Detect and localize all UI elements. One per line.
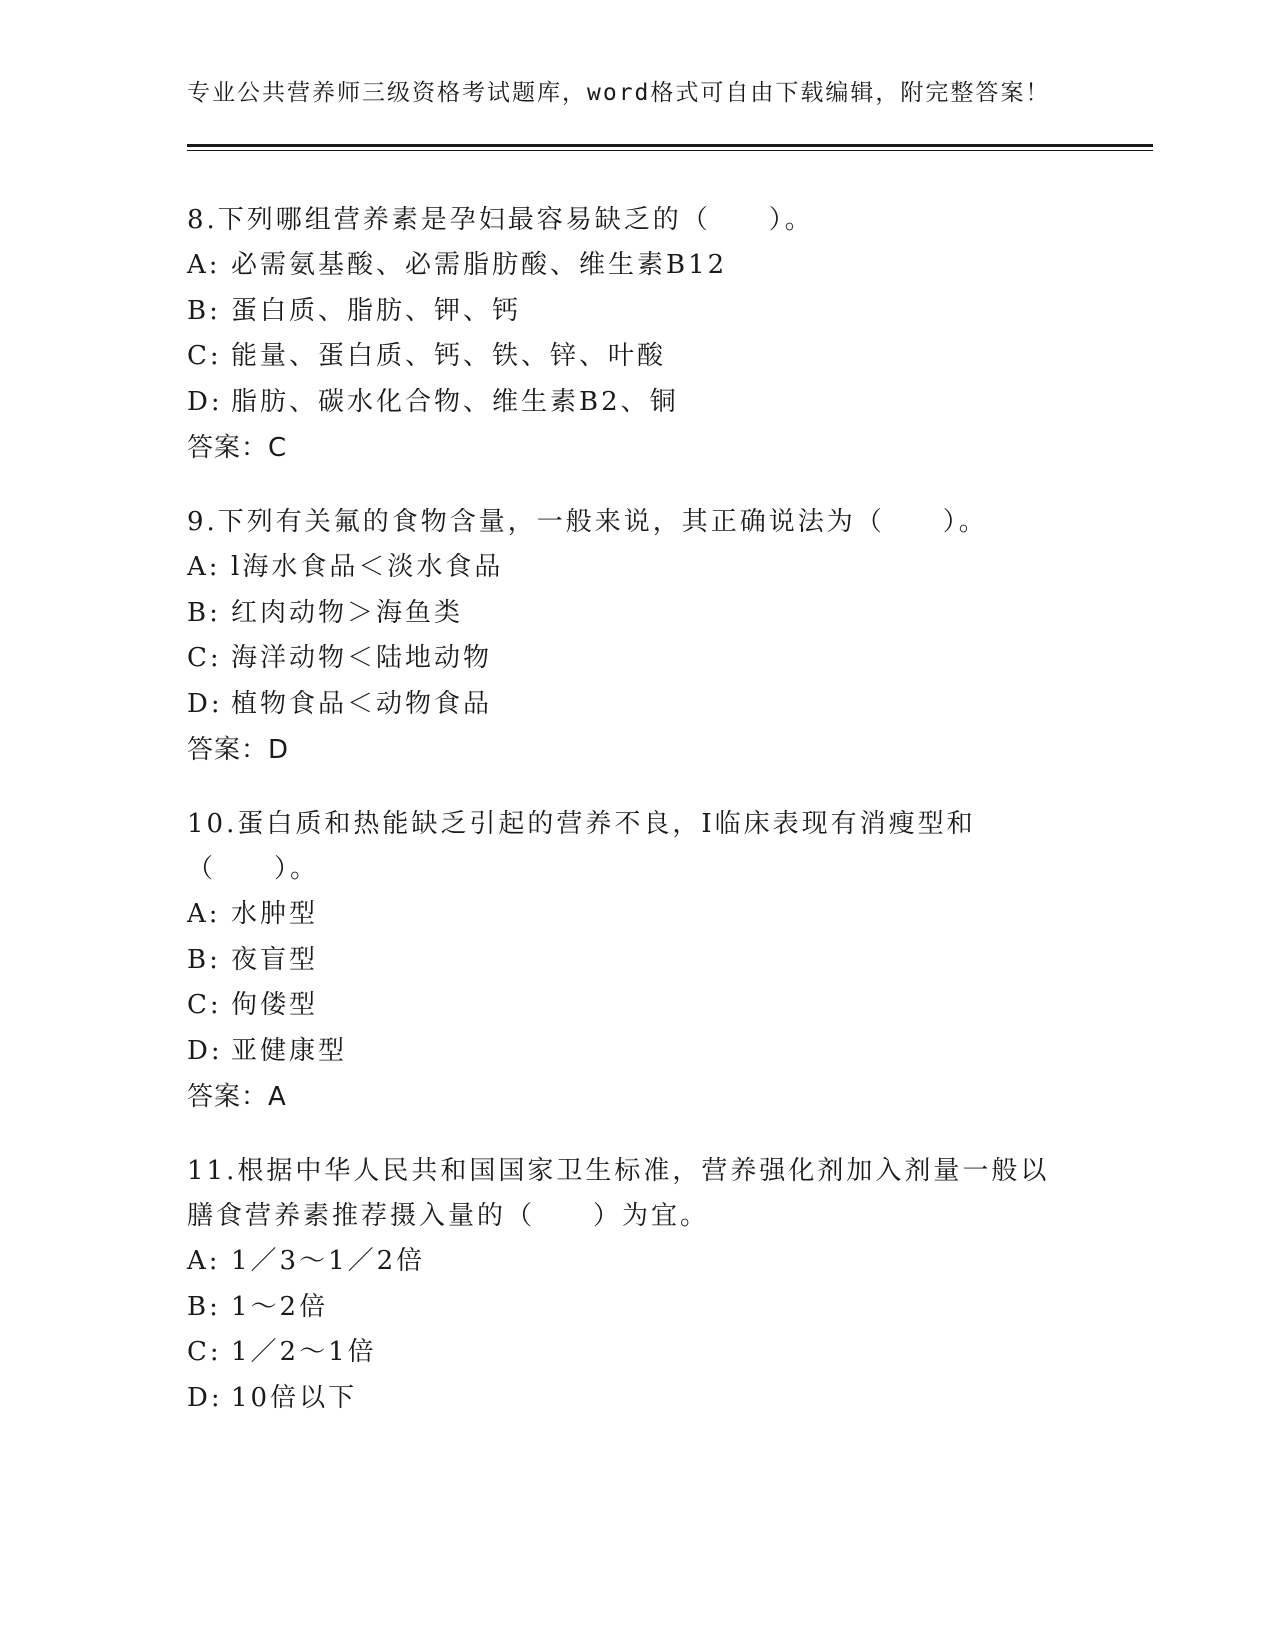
option-letter: B: — [187, 1291, 221, 1322]
question-stem: 11.根据中华人民共和国国家卫生标准，营养强化剂加入剂量一般以膳食营养素推荐摄入量的（ ）为宜。 — [187, 1156, 1050, 1231]
option-text: 脂肪、碳水化合物、维生素B2、铜 — [231, 386, 679, 417]
option-text: l海水食品＜淡水食品 — [231, 552, 504, 582]
answer-line: 答案：D — [187, 735, 290, 765]
option-a — [187, 892, 1087, 938]
option-d — [187, 1376, 1087, 1422]
option-text: 海洋动物＜陆地动物 — [231, 643, 493, 673]
option-d — [187, 682, 1087, 728]
option-text: 夜盲型 — [231, 944, 319, 975]
question-8 — [187, 198, 1087, 471]
page-header: 专业公共营养师三级资格考试题库，word格式可自由下载编辑，附完整答案！ — [187, 80, 1051, 106]
option-c — [187, 334, 1087, 380]
option-b — [187, 1285, 1087, 1331]
answer-line: 答案：C — [187, 433, 288, 463]
option-c — [187, 636, 1087, 682]
question-list — [187, 198, 1087, 1450]
option-text: 1～2倍 — [231, 1291, 329, 1322]
option-d — [187, 380, 1087, 426]
option-c — [187, 1330, 1087, 1376]
option-letter: A: — [187, 250, 221, 280]
option-letter: C: — [187, 643, 222, 673]
option-text: 能量、蛋白质、钙、铁、锌、叶酸 — [231, 341, 667, 371]
option-letter: A: — [187, 552, 221, 582]
option-a — [187, 545, 1087, 591]
option-text: 红肉动物＞海鱼类 — [231, 597, 464, 628]
option-letter: B: — [187, 295, 221, 326]
question-10 — [187, 802, 1087, 1120]
option-b — [187, 289, 1087, 335]
option-letter: C: — [187, 990, 222, 1020]
option-letter: D: — [187, 688, 223, 719]
question-stem: 10.蛋白质和热能缺乏引起的营养不良，I临床表现有消瘦型和（ ）。 — [187, 809, 976, 884]
option-letter: C: — [187, 1337, 222, 1367]
option-letter: A: — [187, 1246, 221, 1276]
header-divider-thick — [187, 144, 1153, 147]
option-text: 蛋白质、脂肪、钾、钙 — [231, 295, 522, 326]
option-b — [187, 591, 1087, 637]
option-letter: B: — [187, 944, 221, 975]
option-text: 必需氨基酸、必需脂肪酸、维生素B12 — [231, 250, 728, 280]
answer-line: 答案：A — [187, 1082, 287, 1112]
option-letter: C: — [187, 341, 222, 371]
option-a — [187, 243, 1087, 289]
option-text: 植物食品＜动物食品 — [231, 688, 493, 719]
question-stem: 8.下列哪组营养素是孕妇最容易缺乏的（ ）。 — [187, 205, 814, 235]
option-d — [187, 1029, 1087, 1075]
question-11 — [187, 1149, 1087, 1421]
option-text: 亚健康型 — [231, 1035, 348, 1066]
question-stem: 9.下列有关氟的食物含量，一般来说，其正确说法为（ ）。 — [187, 507, 988, 537]
option-text: 佝偻型 — [231, 990, 319, 1020]
option-letter: B: — [187, 597, 221, 628]
option-text: 水肿型 — [231, 899, 319, 929]
option-letter: A: — [187, 899, 221, 929]
option-letter: D: — [187, 1035, 223, 1066]
option-text: 1／2～1倍 — [231, 1337, 377, 1367]
option-letter: D: — [187, 1382, 223, 1413]
option-text: 1／3～1／2倍 — [231, 1246, 426, 1276]
option-a — [187, 1239, 1087, 1285]
question-9 — [187, 500, 1087, 773]
option-c — [187, 983, 1087, 1029]
header-divider-thin — [187, 150, 1153, 151]
option-b — [187, 938, 1087, 984]
option-letter: D: — [187, 386, 223, 417]
option-text: 10倍以下 — [231, 1382, 358, 1413]
